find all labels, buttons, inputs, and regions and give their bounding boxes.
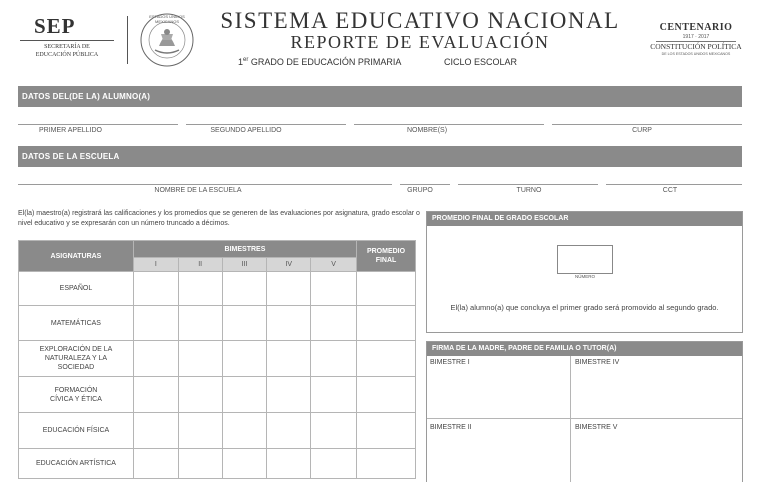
page-title: SISTEMA EDUCATIVO NACIONAL [220, 8, 620, 33]
student-field-line-4 [552, 124, 742, 125]
final-grade-cell[interactable] [357, 272, 416, 306]
col-header-final: PROMEDIO FINAL [357, 241, 416, 272]
grade-cell[interactable] [222, 449, 267, 479]
grade-cell[interactable] [222, 413, 267, 449]
table-row [19, 377, 416, 413]
signatures-box [426, 341, 743, 482]
student-section-header: DATOS DEL(DE LA) ALUMNO(A) [18, 86, 742, 107]
signature-cell-bimestre-2[interactable]: BIMESTRE II [430, 424, 472, 431]
final-grade-cell[interactable] [357, 341, 416, 377]
grades-table [18, 240, 416, 479]
table-row [19, 341, 416, 377]
subject-label: MATEMÁTICAS [19, 306, 134, 341]
grade-cell[interactable] [222, 306, 267, 341]
grade-cell[interactable] [311, 306, 357, 341]
col-header-subjects: ASIGNATURAS [19, 241, 134, 272]
school-cycle-label: CICLO ESCOLAR [444, 57, 518, 67]
student-field-label: NOMBRE(S) [406, 127, 448, 134]
table-row [19, 413, 416, 449]
sep-logo-underline [20, 40, 114, 41]
centenario-title: CENTENARIO [659, 22, 733, 33]
grade-cell[interactable] [267, 272, 311, 306]
sep-subtitle-line-1: SECRETARÍA DE [44, 44, 90, 50]
centenario-years: 1917 · 2017 [682, 34, 710, 40]
school-field-line-1 [18, 184, 392, 185]
grade-line [238, 57, 401, 67]
school-section-header: DATOS DE LA ESCUELA [18, 146, 742, 167]
final-average-number-box[interactable] [557, 245, 613, 274]
col-header-bimestres: BIMESTRES [133, 241, 356, 258]
page-subtitle: REPORTE DE EVALUACIÓN [290, 32, 550, 52]
school-field-label: CCT [662, 187, 678, 194]
sep-subtitle [20, 43, 114, 59]
school-field-line-4 [606, 184, 742, 185]
bimestre-header: III [222, 258, 267, 272]
student-field-label: SEGUNDO APELLIDO [210, 127, 282, 134]
final-average-header: PROMEDIO FINAL DE GRADO ESCOLAR [427, 212, 742, 226]
subject-label: EXPLORACIÓN DE LA NATURALEZA Y LA SOCIEDAD [19, 341, 134, 377]
grade-cell[interactable] [267, 449, 311, 479]
grade-cell[interactable] [133, 449, 178, 479]
student-field-line-1 [18, 124, 178, 125]
grade-cell[interactable] [267, 341, 311, 377]
subject-label: EDUCACIÓN FÍSICA [19, 413, 134, 449]
student-field-label: PRIMER APELLIDO [38, 127, 103, 134]
signatures-header: FIRMA DE LA MADRE, PADRE DE FAMILIA O TUTOR(A) [427, 342, 742, 356]
grade-cell[interactable] [133, 306, 178, 341]
constitucion-subtitle: DE LOS ESTADOS UNIDOS MEXICANOS [661, 52, 731, 56]
grade-cell[interactable] [311, 377, 357, 413]
table-row [19, 272, 416, 306]
final-grade-cell[interactable] [357, 377, 416, 413]
grade-cell[interactable] [267, 413, 311, 449]
grade-cell[interactable] [178, 449, 222, 479]
grade-cell[interactable] [178, 341, 222, 377]
grade-cell[interactable] [267, 377, 311, 413]
student-field-label: CURP [632, 127, 652, 134]
grade-cell[interactable] [133, 272, 178, 306]
grade-cell[interactable] [311, 341, 357, 377]
bimestre-header: I [133, 258, 178, 272]
grade-cell[interactable] [311, 272, 357, 306]
grade-number: 1 [238, 57, 244, 67]
instructions-text: El(la) maestro(a) registrará las calificaciones y los promedios que se generen de las evaluaciones por asignatura, grado escolar o nivel educativo y se expresarán con un número truncado a décimos. [18, 210, 420, 227]
signatures-horizontal-divider [427, 418, 742, 419]
sep-subtitle-line-2: EDUCACIÓN PÚBLICA [35, 52, 99, 58]
grade-ordinal: er [243, 57, 249, 63]
signature-cell-bimestre-5[interactable]: BIMESTRE V [575, 424, 618, 431]
grade-cell[interactable] [311, 413, 357, 449]
grade-cell[interactable] [178, 413, 222, 449]
signature-cell-bimestre-1[interactable]: BIMESTRE I [430, 359, 470, 366]
grade-cell[interactable] [133, 341, 178, 377]
table-row [19, 449, 416, 479]
grade-cell[interactable] [178, 377, 222, 413]
final-average-box [426, 211, 743, 333]
promotion-text: El(la) alumno(a) que concluya el primer grado será promovido al segundo grado. [450, 303, 719, 312]
school-field-label: GRUPO [407, 187, 433, 194]
grade-cell[interactable] [222, 341, 267, 377]
school-field-line-3 [458, 184, 598, 185]
subject-label: FORMACIÓN CÍVICA Y ÉTICA [19, 377, 134, 413]
seal-text: ESTADOS UNIDOS MEXICANOS [149, 14, 185, 24]
table-row [19, 306, 416, 341]
final-grade-cell[interactable] [357, 413, 416, 449]
grade-cell[interactable] [311, 449, 357, 479]
bimestre-header: V [311, 258, 357, 272]
grade-text: GRADO DE EDUCACIÓN PRIMARIA [248, 57, 402, 67]
subject-label: EDUCACIÓN ARTÍSTICA [19, 449, 134, 479]
student-field-line-3 [354, 124, 544, 125]
subject-label: ESPAÑOL [19, 272, 134, 306]
constitucion-title: CONSTITUCIÓN POLÍTICA [650, 42, 742, 51]
numero-label: NÚMERO [575, 274, 595, 279]
grade-cell[interactable] [178, 306, 222, 341]
signature-cell-bimestre-4[interactable]: BIMESTRE IV [575, 359, 620, 366]
final-grade-cell[interactable] [357, 306, 416, 341]
grade-cell[interactable] [222, 272, 267, 306]
grade-cell[interactable] [222, 377, 267, 413]
grade-cell[interactable] [178, 272, 222, 306]
signatures-vertical-divider [570, 356, 571, 482]
grade-cell[interactable] [133, 413, 178, 449]
bimestre-header: II [178, 258, 222, 272]
student-field-line-2 [186, 124, 346, 125]
school-field-label: NOMBRE DE LA ESCUELA [154, 187, 242, 194]
school-field-label: TURNO [516, 187, 542, 194]
grade-cell[interactable] [133, 377, 178, 413]
school-field-line-2 [400, 184, 450, 185]
final-grade-cell[interactable] [357, 449, 416, 479]
header-divider [127, 16, 128, 64]
bimestre-header: IV [267, 258, 311, 272]
sep-logo: SEP [34, 14, 76, 38]
grade-cell[interactable] [267, 306, 311, 341]
